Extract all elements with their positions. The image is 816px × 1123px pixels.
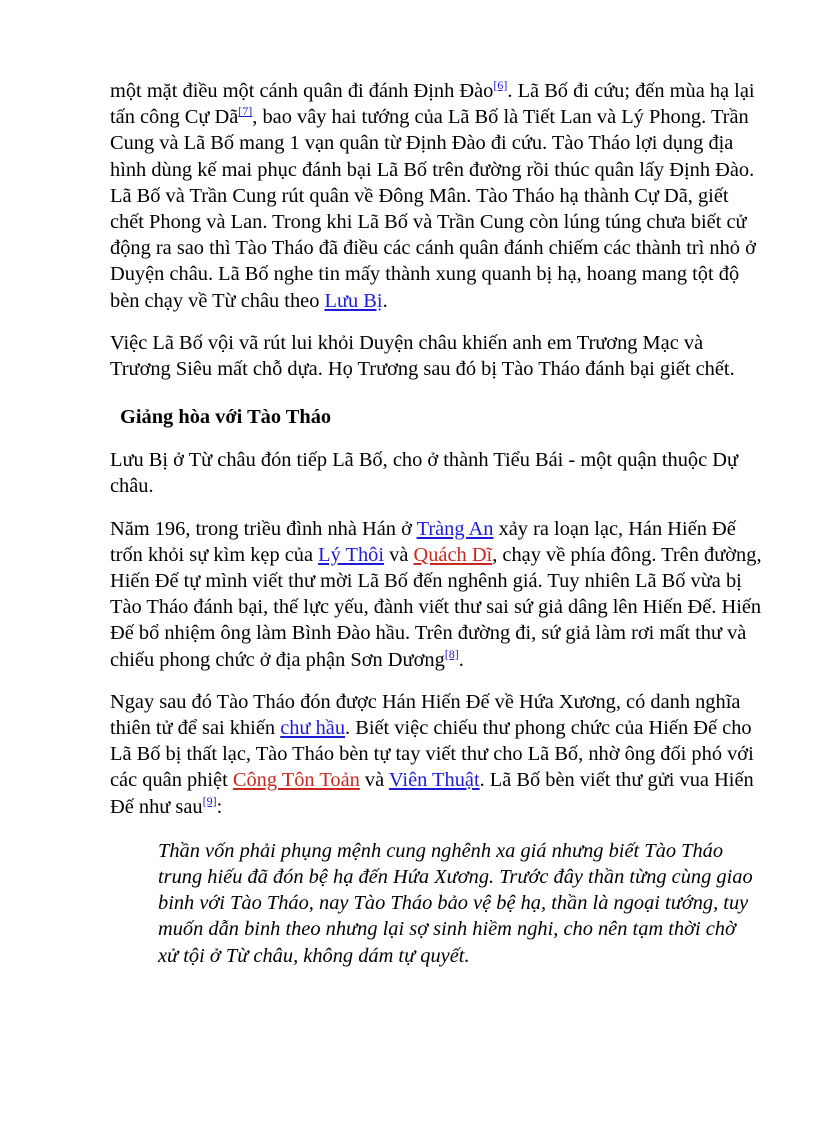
text-span: và	[384, 543, 414, 566]
text-span: , bao vây hai tướng của Lã Bố là Tiết Lan và Lý Phong. Trần Cung và Lã Bố mang 1 vạn quân từ Định Đào đi cứu. Tào Tháo lợi dụng địa hình dùng kế mai phục đánh bại Lã Bố trên đường rồi thúc quân lấy Định Đào. Lã Bố và Trần Cung rút quân về Đông Mân. Tào Tháo hạ thành Cự Dã, giết chết Phong và Lan. Trong khi Lã Bố và Trần Cung còn lúng túng chưa biết cử động ra sao thì Tào Tháo đã điều các cánh quân đánh chiếm các thành trì nhỏ ở Duyện châu. Lã Bố nghe tin mấy thành xung quanh bị hạ, hoang mang tột độ bèn chạy về Từ châu theo	[110, 106, 756, 312]
link-cong-ton-toan[interactable]: Công Tôn Toản	[232, 769, 360, 792]
letter-quote: Thần vốn phải phụng mệnh cung nghênh xa giá nhưng biết Tào Tháo trung hiếu đã đón bệ hạ đến Hứa Xương. Trước đây thần từng cùng giao binh với Tào Tháo, nay Tào Tháo bảo vệ bệ hạ, thần là ngoại tướng, tuy muốn dẫn binh theo nhưng lại sợ sinh hiềm nghi, cho nên tạm thời chờ xử tội ở Từ châu, không dám tự quyết.	[158, 839, 753, 967]
text-span: một mặt điều một cánh quân đi đánh Định Đào	[110, 80, 494, 102]
paragraph-1	[110, 78, 762, 314]
paragraph-4	[110, 516, 762, 673]
link-trang-an[interactable]: Tràng An	[416, 517, 494, 540]
link-ly-thoi[interactable]: Lý Thôi	[318, 543, 385, 566]
text-span: Năm 196, trong triều đình nhà Hán ở	[110, 517, 417, 540]
paragraph-2: Việc Lã Bố vội vã rút lui khỏi Duyện châu khiến anh em Trương Mạc và Trương Siêu mất chỗ dựa. Họ Trương sau đó bị Tào Tháo đánh bại giết chết.	[110, 331, 735, 381]
text-span: .	[382, 289, 388, 312]
link-vien-thuat[interactable]: Viên Thuật	[388, 769, 480, 792]
document-page	[110, 78, 762, 969]
link-quach-di[interactable]: Quách Dĩ	[413, 543, 493, 566]
text-span: :	[216, 795, 223, 818]
footnote-link[interactable]: [6]	[493, 78, 508, 93]
text-span: và	[359, 769, 389, 792]
footnote-link[interactable]: [7]	[238, 104, 253, 119]
paragraph-3: Lưu Bị ở Từ châu đón tiếp Lã Bố, cho ở thành Tiểu Bái - một quận thuộc Dự châu.	[110, 449, 739, 498]
footnote-ref-6[interactable]	[493, 78, 507, 92]
section-heading: Giảng hòa với Tào Tháo	[120, 406, 332, 429]
link-luu-bi[interactable]: Lưu Bị	[324, 289, 383, 312]
text-span: xảy ra loạn lạc, Hán Hiến Đế trốn khỏi sự kìm kẹp của	[110, 517, 736, 566]
footnote-link[interactable]: [9]	[202, 793, 217, 808]
footnote-ref-7[interactable]	[238, 104, 252, 118]
text-span: . Lã Bố đi cứu; đến mùa hạ lại tấn công Cự Dã	[110, 80, 755, 129]
footnote-link[interactable]: [8]	[444, 646, 459, 661]
text-span: . Lã Bố bèn viết thư gửi vua Hiến Đế như sau	[110, 769, 754, 818]
text-span: .	[458, 648, 464, 671]
text-span: , chạy về phía đông. Trên đường, Hiến Đế tự mình viết thư mời Lã Bố đến nghênh giá. Tuy nhiên Lã Bố vừa bị Tào Tháo đánh bại, thế lực yếu, đành viết thư sai sứ giả dâng lên Hiến Đế. Hiến Đế bổ nhiệm ông làm Bình Đào hầu. Trên đường đi, sứ giả làm rơi mất thư và chiếu phong chức ở địa phận Sơn Dương	[110, 543, 762, 671]
text-span: Ngay sau đó Tào Tháo đón được Hán Hiến Đế về Hứa Xương, có danh nghĩa thiên tử để sai khiến	[110, 690, 741, 740]
paragraph-5	[110, 689, 762, 820]
footnote-ref-9[interactable]	[203, 794, 217, 808]
link-chu-hau[interactable]: chư hầu	[280, 717, 346, 740]
footnote-ref-8[interactable]	[445, 647, 459, 661]
text-span: . Biết việc chiếu thư phong chức của Hiến Đế cho Lã Bố bị thất lạc, Tào Tháo bèn tự tay viết thư cho Lã Bố, nhờ ông đối phó với các quân phiệt	[110, 717, 754, 792]
